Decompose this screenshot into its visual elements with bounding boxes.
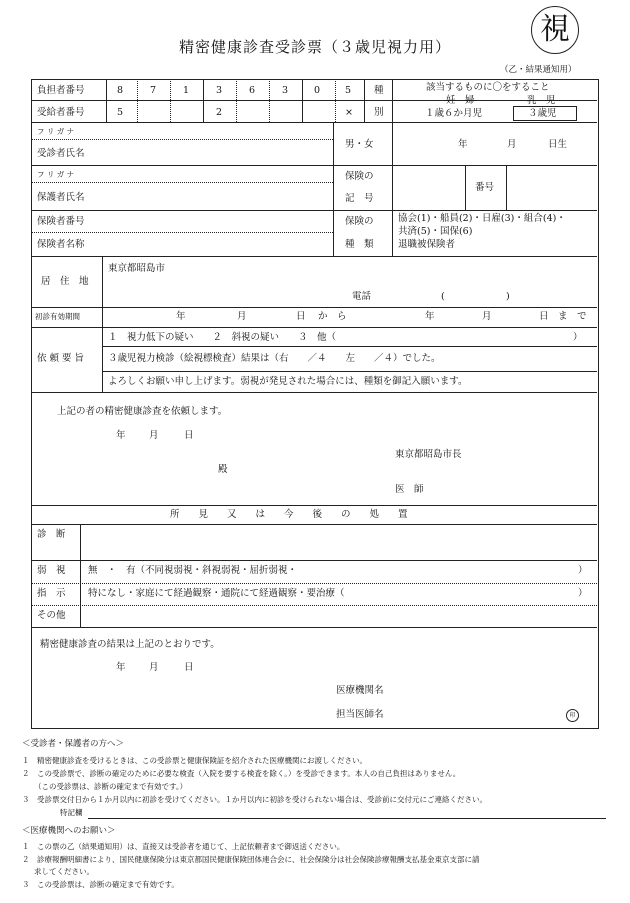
phone-open: (: [441, 291, 445, 302]
divider: [31, 122, 597, 123]
result-statement: 精密健康診査の結果は上記のとおりです。: [40, 639, 220, 650]
insurance-types[interactable]: 共済(5)・国保(6): [398, 226, 473, 237]
medical-note: ２ 診療報酬明細書により、国民健康保険分は東京都国民健康保険団体連合会に、社会保険分は社会保険診療報酬支払基金東京支部に請: [22, 855, 480, 864]
guardian-note: １ 精密健康診査を受けるときは、この受診票と健康保険証を紹介された医療機関にお渡しください。: [22, 756, 367, 765]
amblyopia-close: ）: [578, 565, 588, 576]
furigana-label: フ リ ガ ナ: [37, 127, 75, 136]
payer-digit[interactable]: 7: [150, 85, 157, 96]
divider: [392, 79, 393, 122]
validity-month-end: 月: [482, 311, 492, 322]
type-label: 別: [374, 107, 384, 118]
divider: [31, 392, 597, 393]
divider: [236, 79, 237, 122]
guardian-note: ２ この受診票で、診断の確定のために必要な検査（入院を要する検査を除く。）を受診できます。本人の自己負担はありません。: [22, 769, 461, 778]
divider: [31, 583, 597, 584]
payer-digit[interactable]: 3: [282, 85, 289, 96]
diagnosis-label: 診 断: [37, 529, 66, 540]
request-day: 日: [184, 430, 194, 441]
divider: [506, 165, 507, 210]
medical-note: 求してください。: [34, 867, 94, 876]
sex-options[interactable]: 男・女: [345, 139, 374, 150]
special-notes-label: 特記欄: [60, 808, 83, 817]
request-statement: 上記の者の精密健康診査を依頼します。: [57, 406, 228, 417]
request-reason-close: ）: [573, 332, 583, 343]
type-label: 種: [374, 85, 384, 96]
divider: [302, 79, 303, 122]
birth-month: 月: [507, 139, 517, 150]
addressee-dear: 殿: [218, 464, 228, 475]
phone-close: ): [506, 291, 510, 302]
institution-label: 医療機関名: [336, 685, 384, 696]
medical-notes-header: ＜医療機関へのお願い＞: [22, 826, 116, 836]
payer-number-label: 負担者番号: [37, 85, 85, 96]
address-label: 居 住 地: [41, 276, 89, 287]
payer-digit[interactable]: 5: [345, 85, 352, 96]
divider: [80, 524, 81, 627]
insurance-number-label: 番号: [475, 182, 495, 193]
divider: [31, 165, 597, 166]
divider: [106, 79, 107, 122]
amblyopia-label: 弱 視: [37, 565, 66, 576]
divider: [170, 79, 171, 122]
insurer-name-label: 保険者名称: [37, 239, 85, 250]
validity-day: 日: [296, 311, 306, 322]
divider: [31, 327, 597, 328]
payer-digit[interactable]: 6: [249, 85, 256, 96]
request-note: よろしくお願い申し上げます。弱視が発見された場合には、種類を御記入願います。: [108, 376, 468, 387]
divider: [364, 79, 365, 122]
doctor-label: 医 師: [395, 484, 424, 495]
request-year: 年: [116, 430, 126, 441]
amblyopia-options[interactable]: 無 ・ 有（不同視弱視・斜視弱視・屈折弱視・: [88, 565, 298, 576]
guardian-note: ３ 受診票交付日から１か月以内に初診を受けてください。１か月以内に初診を受けられない場合は、受診前に交付元にご連絡ください。: [22, 795, 487, 804]
divider: [392, 210, 393, 256]
insurance-types[interactable]: 協会(1)・船員(2)・日雇(3)・組合(4)・: [398, 213, 566, 224]
guardian-note: （この受診票は、診断の確定まで有効です。）: [34, 782, 188, 791]
divider: [102, 256, 103, 307]
validity-year-end: 年: [425, 311, 435, 322]
divider: [269, 79, 270, 122]
doctor-name-label: 担当医師名: [336, 709, 384, 720]
validity-label: 初診有効期間: [35, 312, 80, 321]
divider: [31, 256, 597, 257]
divider: [333, 210, 334, 256]
divider: [102, 307, 103, 327]
mayor-name: 東京都昭島市長: [395, 449, 462, 460]
divider: [102, 371, 597, 372]
divider: [333, 122, 334, 210]
insurance-type-label: 保険の: [345, 216, 374, 227]
option-3-years[interactable]: ３歳児: [528, 108, 557, 119]
divider: [31, 627, 597, 628]
divider: [465, 165, 466, 210]
divider: [31, 139, 333, 140]
validity-until: 日 ま で: [539, 311, 587, 322]
insurer-number-label: 保険者番号: [37, 216, 85, 227]
form-frame: [31, 79, 599, 729]
insurance-type-label: 種 類: [345, 239, 374, 250]
request-month: 月: [149, 430, 159, 441]
divider: [203, 79, 204, 122]
instruction-options[interactable]: 特になし・家庭にて経過観察・通院にて経過観察・要治療（: [88, 588, 345, 599]
examinee-name-label: 受診者氏名: [37, 148, 85, 159]
instruction-close: ）: [578, 588, 588, 599]
divider: [31, 505, 597, 506]
other-label: その他: [37, 610, 66, 621]
guardian-name-label: 保護者氏名: [37, 192, 85, 203]
insurance-mark-label: 保険の: [345, 171, 374, 182]
form-title: 精密健康診査受診票（３歳児視力用）: [178, 38, 451, 56]
payer-digit[interactable]: 8: [117, 85, 124, 96]
divider: [31, 560, 597, 561]
instruction-label: 指 示: [37, 588, 66, 599]
insurance-types[interactable]: 退職被保険者: [398, 239, 456, 250]
birth-day: 日生: [548, 139, 568, 150]
validity-month: 月: [237, 311, 247, 322]
request-label: 依 頼 要 旨: [37, 353, 85, 364]
guardian-notes-header: ＜受診者・保護者の方へ＞: [22, 739, 125, 749]
divider: [31, 605, 597, 606]
divider: [31, 210, 597, 211]
circle-instruction: 該当するものに〇をすること: [426, 82, 550, 93]
divider: [31, 307, 597, 308]
medical-note: ３ この受診票は、診断の確定まで有効です。: [22, 880, 179, 889]
divider: [335, 79, 336, 122]
findings-header: 所 見 又 は 今 後 の 処 置: [170, 509, 408, 520]
recipient-digit[interactable]: 2: [216, 107, 223, 118]
furigana-label: フ リ ガ ナ: [37, 170, 75, 179]
special-notes-line: [88, 818, 606, 819]
recipient-digit[interactable]: 5: [117, 107, 124, 118]
divider: [31, 100, 597, 101]
divider: [31, 524, 597, 525]
insurance-mark-label: 記 号: [345, 193, 374, 204]
option-18-months[interactable]: １歳６か月児: [425, 108, 483, 119]
medical-note: １ この票の乙（結果通知用）は、直接又は受診者を通じて、上記依頼者まで御返送ください。: [22, 842, 345, 851]
result-year: 年: [116, 662, 126, 673]
vision-seal-icon: 視: [531, 6, 579, 54]
validity-from: か ら: [318, 311, 347, 322]
request-reason[interactable]: １ 視力低下の疑い ２ 斜視の疑い ３ 他（: [108, 332, 337, 343]
payer-digit[interactable]: 3: [216, 85, 223, 96]
recipient-number-label: 受給者番号: [37, 107, 85, 118]
divider: [392, 122, 393, 165]
vision-test-result[interactable]: ３歳児視力検診（絵視標検査）結果は（右 ／４ 左 ／４）でした。: [108, 353, 441, 364]
birth-year: 年: [458, 139, 468, 150]
validity-year: 年: [176, 311, 186, 322]
result-month: 月: [149, 662, 159, 673]
divider: [31, 182, 333, 183]
cross-mark: ×: [345, 107, 353, 118]
seal-icon: 印: [566, 709, 579, 722]
payer-digit[interactable]: 1: [183, 85, 190, 96]
divider: [31, 232, 333, 233]
divider: [137, 79, 138, 122]
phone-label: 電話: [352, 291, 372, 302]
payer-digit[interactable]: 0: [314, 85, 321, 96]
result-day: 日: [184, 662, 194, 673]
divider: [102, 327, 103, 392]
option-pregnant[interactable]: 妊 婦: [446, 95, 475, 106]
notice-type: （乙・結果通知用）: [500, 65, 577, 75]
divider: [102, 346, 597, 347]
divider: [392, 165, 393, 210]
address-value[interactable]: 東京都昭島市: [108, 263, 166, 274]
option-infant[interactable]: 乳 児: [527, 95, 556, 106]
